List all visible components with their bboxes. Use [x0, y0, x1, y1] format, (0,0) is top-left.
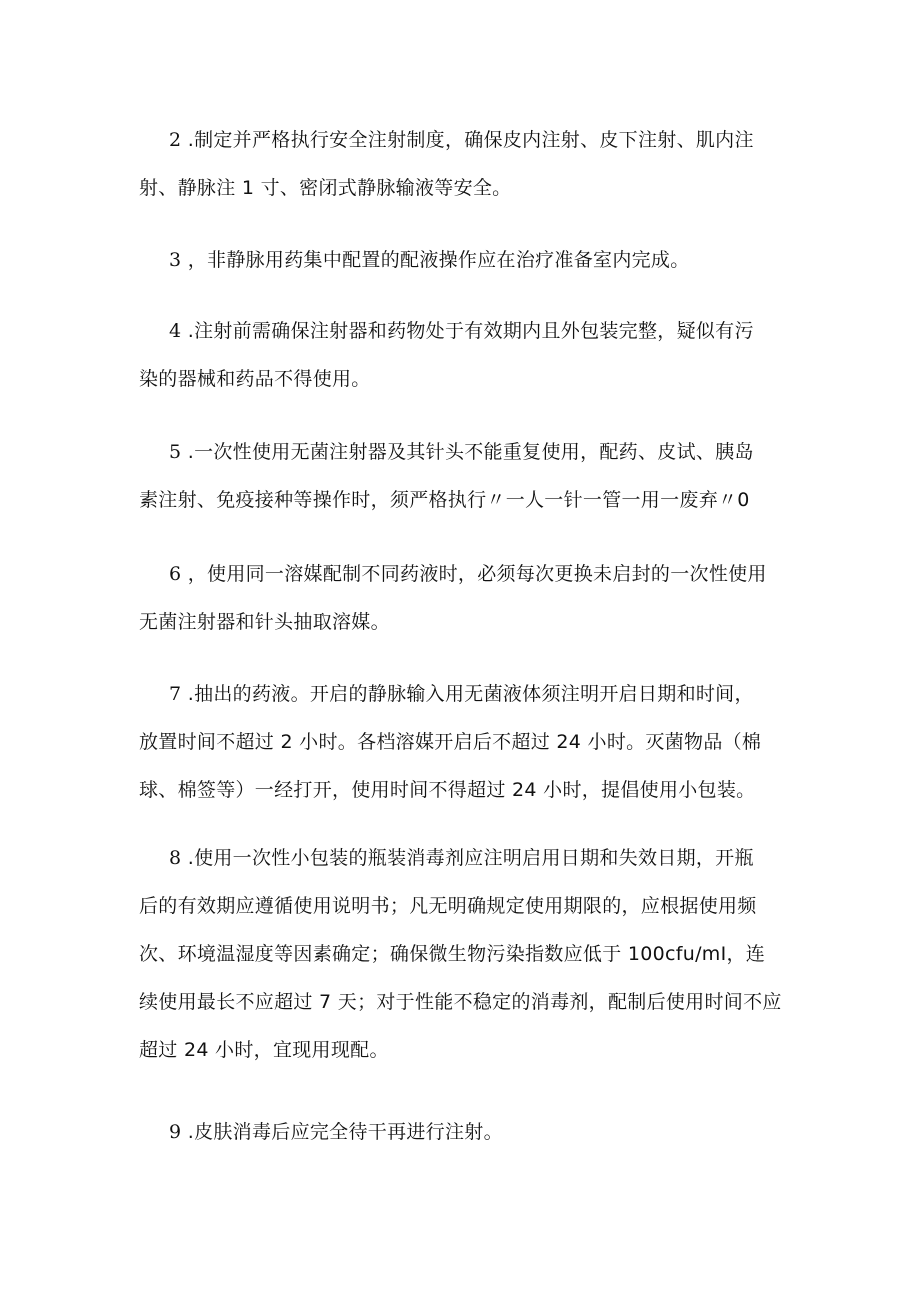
item-number: 7: [169, 683, 182, 705]
list-item-4: [139, 307, 789, 403]
item-number: 8: [169, 847, 182, 869]
item-number: 4: [169, 320, 182, 342]
item-text: .一次性使用无菌注射器及其针头不能重复使用，配药、皮试、胰岛: [181, 441, 754, 463]
list-item-5: [139, 428, 789, 524]
item-text: 素注射、免疫接种等操作时，须严格执行〃一人一针一管一用一废弃〃0: [139, 489, 750, 511]
list-item-3: [139, 236, 789, 284]
item-text: 放置时间不超过 2 小时。各档溶媒开启后不超过 24 小时。灭菌物品（棉: [139, 731, 762, 753]
item-text: .注射前需确保注射器和药物处于有效期内且外包装完整，疑似有污: [181, 320, 754, 342]
item-text: 后的有效期应遵循使用说明书；凡无明确规定使用期限的，应根据使用频: [139, 895, 757, 917]
item-text: 球、棉签等）一经打开，使用时间不得超过 24 小时，提倡使用小包装。: [139, 779, 756, 801]
item-number: 6: [169, 563, 182, 585]
item-text: 次、环境温湿度等因素确定；确保微生物污染指数应低于 100cfu/mI，连: [139, 943, 766, 965]
item-number: 9: [169, 1121, 182, 1143]
item-text: .制定并严格执行安全注射制度，确保皮内注射、皮下注射、肌内注: [181, 129, 754, 151]
item-text: ，非静脉用药集中配置的配液操作应在治疗准备室内完成。: [181, 249, 690, 271]
item-text: 超过 24 小时，宜现用现配。: [139, 1039, 389, 1061]
list-item-2: [139, 116, 789, 212]
item-text: .使用一次性小包装的瓶装消毒剂应注明启用日期和失效日期，开瓶: [181, 847, 754, 869]
item-number: 2: [169, 129, 182, 151]
list-item-7: [139, 670, 789, 814]
item-text: 续使用最长不应超过 7 天；对于性能不稳定的消毒剂，配制后使用时间不应: [139, 991, 782, 1013]
item-text: 射、静脉注 1 寸、密闭式静脉输液等安全。: [139, 177, 512, 199]
list-item-8: [139, 834, 789, 1074]
item-text: ，使用同一溶媒配制不同药液时，必须每次更换未启封的一次性使用: [181, 563, 767, 585]
item-number: 3: [169, 249, 182, 271]
list-item-6: [139, 550, 789, 646]
item-text: 染的器械和药品不得使用。: [139, 368, 371, 390]
item-text: .皮肤消毒后应完全待干再进行注射。: [181, 1121, 503, 1143]
list-item-9: [139, 1108, 789, 1156]
item-text: .抽出的药液。开启的静脉输入用无菌液体须注明开启日期和时间，: [181, 683, 754, 705]
item-number: 5: [169, 441, 182, 463]
item-text: 无菌注射器和针头抽取溶媒。: [139, 611, 390, 633]
